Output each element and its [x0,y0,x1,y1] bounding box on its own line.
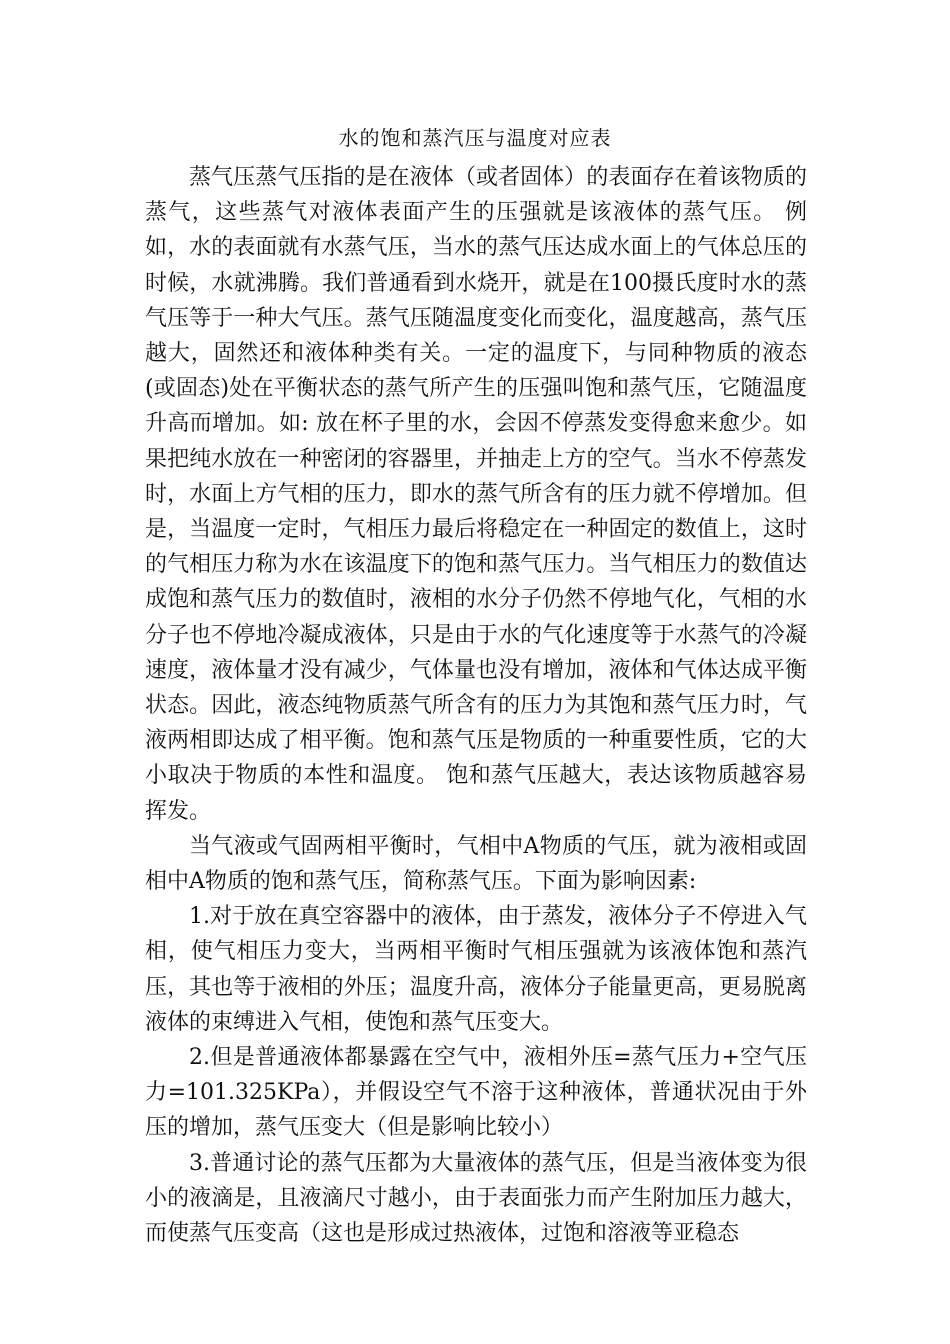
paragraph: 3.普通讨论的蒸气压都为大量液体的蒸气压，但是当液体变为很小的液滴是，且液滴尺寸越小，由于表面张力而产生附加压力越大，而使蒸气压变高（这也是形成过热液体，过饱和溶液等亚稳态 [145,1150,807,1247]
paragraph: 1.对于放在真空容器中的液体，由于蒸发，液体分子不停进入气相，使气相压力变大，当两相平衡时气相压强就为该液体饱和蒸汽压，其也等于液相的外压；温度升高，液体分子能量更高，更易脱离液体的束缚进入气相，使饱和蒸气压变大。 [145,904,807,1035]
document-title: 水的饱和蒸汽压与温度对应表 [338,126,612,150]
paragraph: 当气液或气固两相平衡时，气相中A物质的气压，就为液相或固相中A物质的饱和蒸气压，简称蒸气压。下面为影响因素: [145,833,807,895]
paragraph: 2.但是普通液体都暴露在空气中，液相外压=蒸气压力+空气压力=101.325KPa），并假设空气不溶于这种液体，普通状况由于外压的增加，蒸气压变大（但是影响比较小） [145,1045,807,1141]
document-body [145,160,807,1251]
paragraph: 蒸气压蒸气压指的是在液体（或者固体）的表面存在着该物质的蒸气，这些蒸气对液体表面产生的压强就是该液体的蒸气压。 例如，水的表面就有水蒸气压，当水的蒸气压达成水面上的气体总压的时候，水就沸腾。我们普通看到水烧开，就是在100摄氏度时水的蒸气压等于一种大气压。蒸气压随温度变化而变化，温度越高，蒸气压越大，固然还和液体种类有关。一定的温度下，与同种物质的液态(或固态)处在平衡状态的蒸气所产生的压强叫饱和蒸气压，它随温度升高而增加。如: 放在杯子里的水，会因不停蒸发变得愈来愈少。如果把纯水放在一种密闭的容器里，并抽走上方的空气。当水不停蒸发时，水面上方气相的压力，即水的蒸气所含有的压力就不停增加。但是，当温度一定时，气相压力最后将稳定在一种固定的数值上，这时的气相压力称为水在该温度下的饱和蒸气压力。当气相压力的数值达成饱和蒸气压力的数值时，液相的水分子仍然不停地气化，气相的水分子也不停地冷凝成液体，只是由于水的气化速度等于水蒸气的冷凝速度，液体量才没有减少，气体量也没有增加，液体和气体达成平衡状态。因此，液态纯物质蒸气所含有的压力为其饱和蒸气压力时，气液两相即达成了相平衡。饱和蒸气压是物质的一种重要性质，它的大小取决于物质的本性和温度。 饱和蒸气压越大，表达该物质越容易挥发。 [145,165,807,824]
